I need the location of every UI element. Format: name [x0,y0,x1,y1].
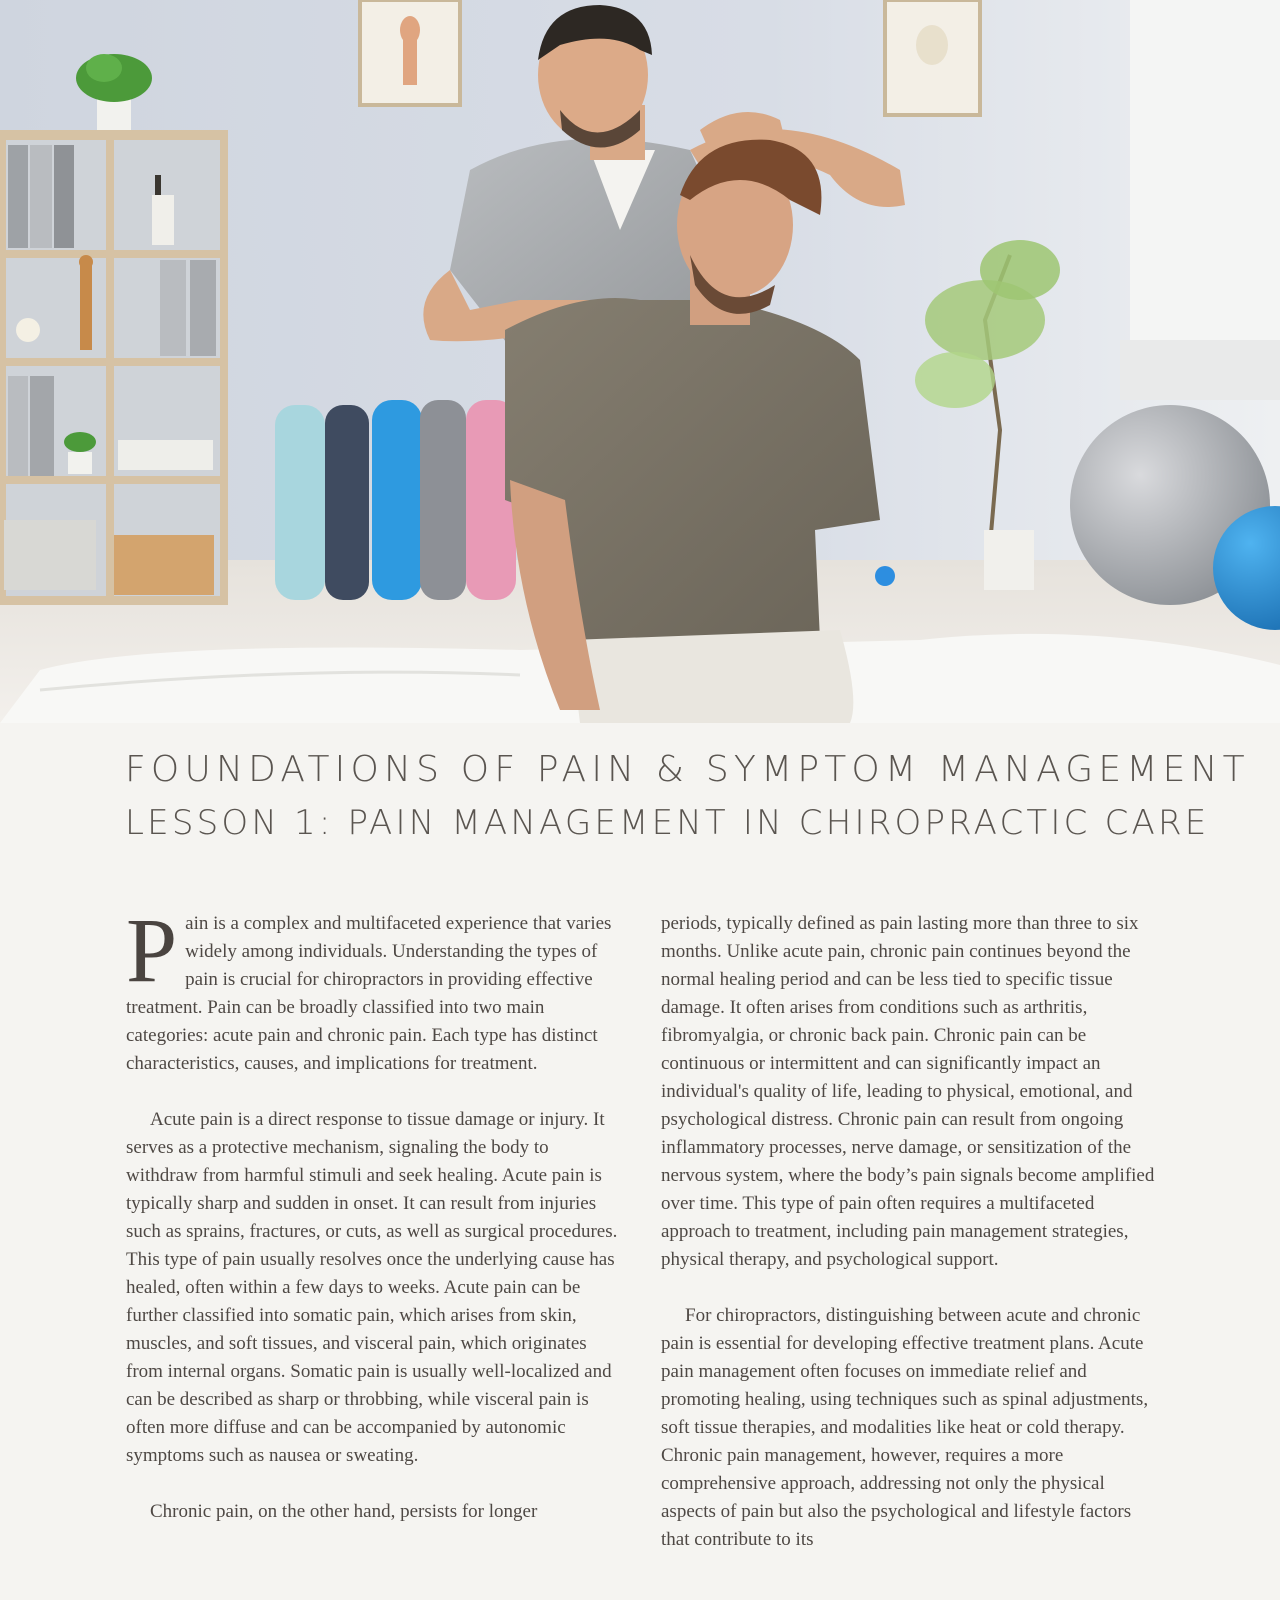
article-paragraph: Chronic pain, on the other hand, persists for longer [150,1501,538,1522]
lesson-title: LESSON 1: PAIN MANAGEMENT IN CHIROPRACTIC CARE [125,803,1210,843]
article-paragraph [126,899,621,1078]
article-paragraph: periods, typically defined as pain lasting more than three to six months. Unlike acute pain, chronic pain continues beyond the normal healing period and can be less tied to specific tissue damage. It often arises from conditions such as arthritis, fibromyalgia, or chronic back pain. Chronic pain can be continuous or intermittent and can significantly impact an individual's quality of life, leading to physical, emotional, and psychological distress. Chronic pain can result from ongoing inflammatory processes, nerve damage, or sensitization of the nervous system, where the body’s pain signals become amplified over time. This type of pain often requires a multifaceted approach to treatment, including pain management strategies, physical therapy, and psychological support. [661,913,1155,1270]
article-paragraph: Acute pain is a direct response to tissue damage or injury. It serves as a protective mechanism, signaling the body to withdraw from harmful stimuli and seek healing. Acute pain is typically sharp and sudden in onset. It can result from injuries such as sprains, fractures, or cuts, as well as surgical procedures. This type of pain usually resolves once the underlying cause has healed, often within a few days to weeks. Acute pain can be further classified into somatic pain, which arises from skin, muscles, and soft tissues, and visceral pain, which originates from internal organs. Somatic pain is usually well-localized and can be described as sharp or throbbing, while visceral pain is often more diffuse and can be accompanied by autonomic symptoms such as nausea or sweating. [126,1109,618,1466]
article-column-left [126,899,621,1582]
course-title: FOUNDATIONS OF PAIN & SYMPTOM MANAGEMENT [125,749,1250,790]
article-paragraph: For chiropractors, distinguishing between acute and chronic pain is essential for developing effective treatment plans. Acute pain management often focuses on immediate relief and promoting healing, using techniques such as spinal adjustments, soft tissue therapies, and modalities like heat or cold therapy. Chronic pain management, however, requires a more comprehensive approach, addressing not only the physical aspects of pain but also the psychological and lifestyle factors that contribute to its [661,1305,1149,1550]
title-block [125,749,1250,843]
hero-image [0,0,1280,723]
article-body [126,899,1156,1582]
chiropractor-photo [0,0,1280,723]
article-column-right [661,910,1156,1582]
drop-cap: P [126,899,178,1001]
paragraph-text: ain is a complex and multifaceted experience that varies widely among individuals. Understanding the types of pain is crucial for chiropractors in providing effective treatment. Pain can be broadly classified into two main categories: acute pain and chronic pain. Each type has distinct characteristics, causes, and implications for treatment. [126,913,612,1074]
